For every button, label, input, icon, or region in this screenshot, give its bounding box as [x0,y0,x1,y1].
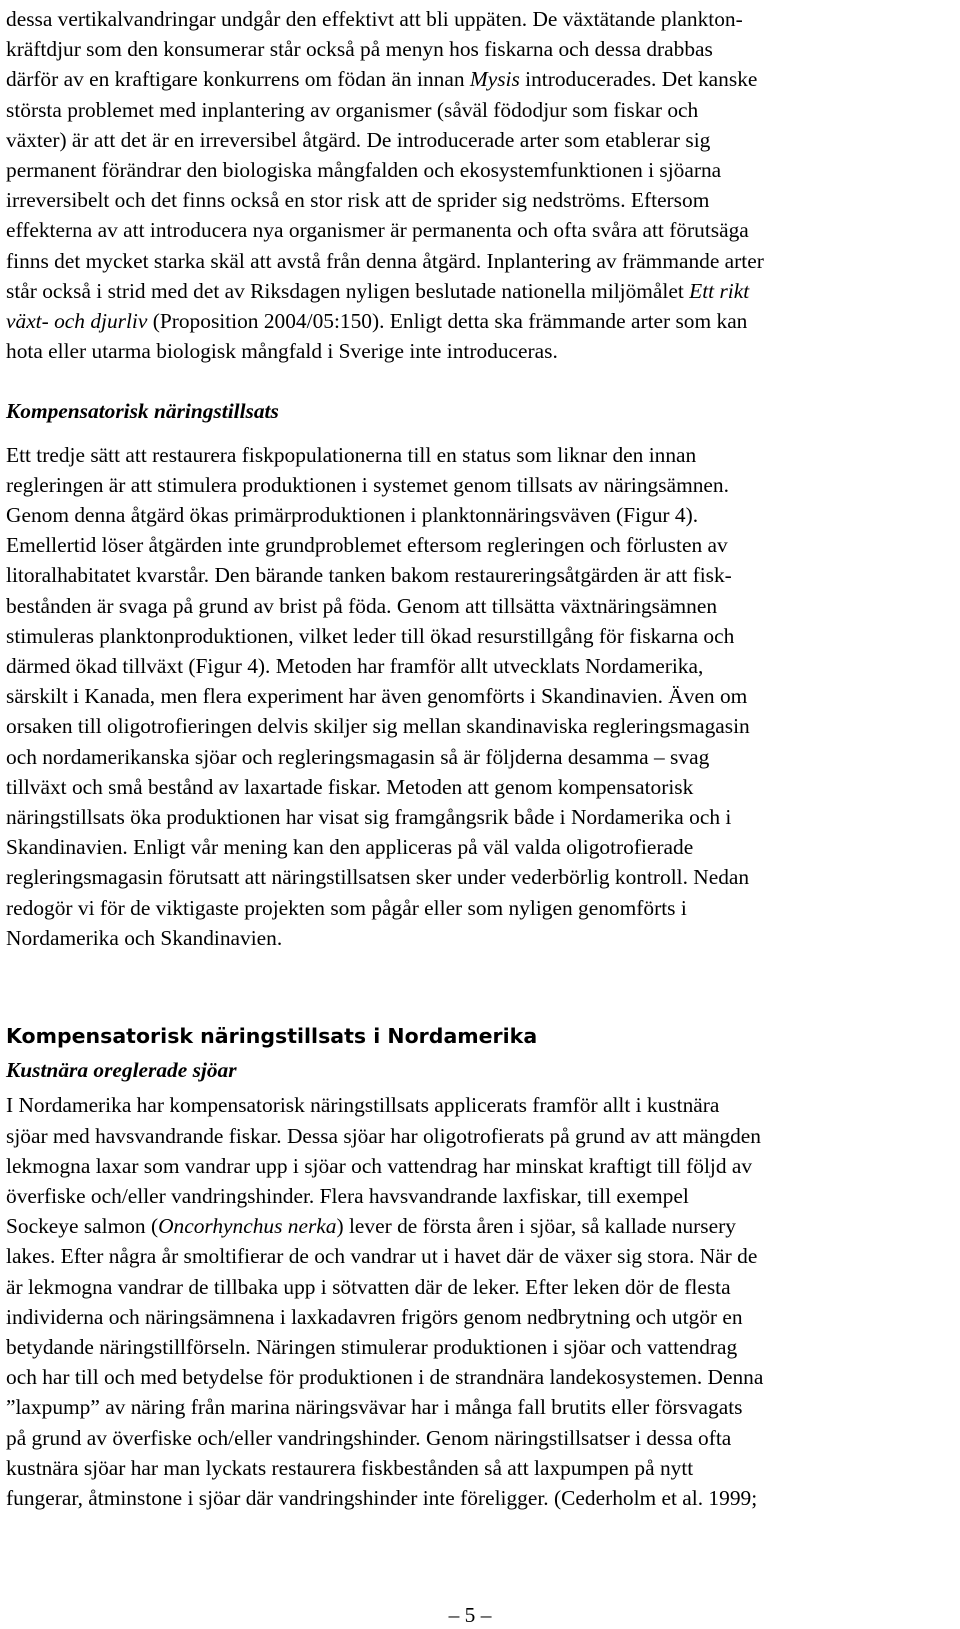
text-run: särskilt i Kanada, men flera experiment har även genomförts i Skandinavien. Även om [6,684,748,709]
text-line [6,1211,946,1241]
text-run: och nordamerikanska sjöar och regleringsmagasin så är följderna desamma – svag [6,744,710,769]
text-run: stimuleras planktonproduktionen, vilket leder till ökad resurstillgång för fiskarna och [6,623,735,648]
italic-text: Ett rikt [689,278,750,303]
italic-text: växt- och djurliv [6,309,148,334]
text-line [6,1423,946,1453]
text-line [6,1272,946,1302]
text-line [6,560,946,590]
text-line [6,125,946,155]
text-line [6,1392,946,1422]
text-line [6,802,946,832]
text-line [6,276,946,306]
text-run: permanent förändrar den biologiska mångfalden och ekosystemfunktionen i sjöarna [6,158,722,183]
section-heading: Kompensatorisk näringstillsats i Nordamerika [6,1024,538,1049]
text-run: betydande näringstillförseln. Näringen stimulerar produktionen i sjöar och vattendrag [6,1334,738,1359]
text-run: är lekmogna vandrar de tillbaka upp i sötvatten där de leker. Efter leken dör de flesta [6,1274,731,1299]
text-run: Genom denna åtgärd ökas primärproduktionen i planktonnäringsväven (Figur 4). [6,503,699,528]
text-run: ) lever de första åren i sjöar, så kallade nursery [336,1214,736,1239]
text-run: redogör vi för de viktigaste projekten som pågår eller som nyligen genomförts i [6,895,687,920]
text-line [6,1302,946,1332]
text-line [6,155,946,185]
italic-text: Mysis [469,67,520,92]
text-line [6,862,946,892]
text-line [6,621,946,651]
text-run: irreversibelt och det finns också en stor risk att de sprider sig nedströms. Eftersom [6,188,710,213]
text-run: Sockeye salmon ( [6,1214,159,1239]
text-run: lekmogna laxar som vandrar upp i sjöar och vattendrag har minskat kraftigt till följd av [6,1153,753,1178]
text-line [6,500,946,530]
text-run: Emellertid löser åtgärden inte grundproblemet eftersom regleringen och förlusten av [6,533,728,558]
text-run: effekterna av att introducera nya organismer är permanenta och ofta svåra att förutsäga [6,218,749,243]
text-run: och har till och med betydelse för produktionen i de strandnära landekosystemen. Denna [6,1365,764,1390]
text-run: därmed ökad tillväxt (Figur 4). Metoden har framför allt utvecklats Nordamerika, [6,654,704,679]
text-run: litoralhabitatet kvarstår. Den bärande tanken bakom restaureringsåtgärden är att fisk- [6,563,732,588]
text-run: näringstillsats öka produktionen har visat sig framgångsrik både i Nordamerika och i [6,805,732,830]
text-line [6,923,946,953]
text-line [6,1362,946,1392]
text-line [6,681,946,711]
text-run: (Proposition 2004/05:150). Enligt detta ska främmande arter som kan [147,309,748,334]
text-run: överfiske och/eller vandringshinder. Flera havsvandrande laxfiskar, till exempel [6,1183,689,1208]
text-line [6,185,946,215]
italic-text: Oncorhynchus nerka [158,1214,337,1239]
text-run: på grund av överfiske och/eller vandringshinder. Genom näringstillsatser i dessa ofta [6,1425,732,1450]
text-run: kräftdjur som den konsumerar står också på menyn hos fiskarna och dessa drabbas [6,37,713,62]
text-line [6,215,946,245]
text-run: största problemet med inplantering av organismer (såväl födodjur som fiskar och [6,97,699,122]
page-number: – 5 – [448,1603,492,1627]
text-run: introducerades. Det kanske [519,67,758,92]
text-run: ”laxpump” av näring från marina näringsvävar har i många fall brutits eller försvagats [6,1395,743,1420]
text-line [6,336,946,366]
section-subheading: Kompensatorisk näringstillsats [6,399,279,424]
text-run: Nordamerika och Skandinavien. [6,925,283,950]
text-line [6,34,946,64]
text-run: fungerar, åtminstone i sjöar där vandringshinder inte föreligger. (Cederholm et al. 1999; [6,1485,758,1510]
text-line [6,306,946,336]
text-line [6,4,946,34]
text-run: dessa vertikalvandringar undgår den effektivt att bli uppäten. De växtätande plankton- [6,7,743,31]
text-line [6,772,946,802]
text-run: individerna och näringsämnena i laxkadavren frigörs genom nedbrytning och utgör en [6,1304,743,1329]
text-run: hota eller utarma biologisk mångfald i Sverige inte introduceras. [6,339,558,364]
text-run: står också i strid med det av Riksdagen nyligen beslutade nationella miljömålet [6,278,690,303]
text-line [6,1453,946,1483]
text-run: regleringen är att stimulera produktionen i systemet genom tillsats av näringsämnen. [6,472,729,497]
text-line [6,1090,946,1120]
text-run: kustnära sjöar har man lyckats restaurera fiskbestånden så att laxpumpen på nytt [6,1455,694,1480]
text-line [6,440,946,470]
text-line [6,591,946,621]
text-line [6,742,946,772]
text-run: Skandinavien. Enligt vår mening kan den appliceras på väl valda oligotrofierade [6,835,694,860]
text-run: tillväxt och små bestånd av laxartade fiskar. Metoden att genom kompensatorisk [6,774,694,799]
text-run: växter) är att det är en irreversibel åtgärd. De introducerade arter som etablerar sig [6,127,711,152]
text-run: finns det mycket starka skäl att avstå från denna åtgärd. Inplantering av främmande arter [6,248,764,273]
text-line [6,246,946,276]
body-paragraph [6,440,946,953]
text-line [6,1332,946,1362]
text-run: regleringsmagasin förutsatt att näringstillsatsen sker under vederbörlig kontroll. Nedan [6,865,750,890]
text-line [6,95,946,125]
text-line [6,651,946,681]
text-line [6,832,946,862]
section-subheading: Kustnära oreglerade sjöar [6,1058,237,1083]
text-line [6,1121,946,1151]
text-run: sjöar med havsvandrande fiskar. Dessa sjöar har oligotrofierats på grund av att mängden [6,1123,761,1148]
text-line [6,1181,946,1211]
text-line [6,470,946,500]
text-run: Ett tredje sätt att restaurera fiskpopulationerna till en status som liknar den innan [6,442,697,467]
text-run: orsaken till oligotrofieringen delvis skiljer sig mellan skandinaviska regleringsmagasin [6,714,750,739]
text-line [6,1241,946,1271]
text-run: bestånden är svaga på grund av brist på föda. Genom att tillsätta växtnäringsämnen [6,593,718,618]
document-page [6,0,946,1513]
text-run: I Nordamerika har kompensatorisk näringstillsats applicerats framför allt i kustnära [6,1093,720,1118]
text-line [6,1151,946,1181]
body-paragraph [6,4,946,366]
text-line [6,711,946,741]
body-paragraph [6,1090,946,1513]
text-line [6,893,946,923]
text-run: därför av en kraftigare konkurrens om födan än innan [6,67,470,92]
text-line [6,64,946,94]
text-run: lakes. Efter några år smoltifierar de och vandrar ut i havet där de växer sig stora. När de [6,1244,758,1269]
text-line [6,530,946,560]
text-line [6,1483,946,1513]
